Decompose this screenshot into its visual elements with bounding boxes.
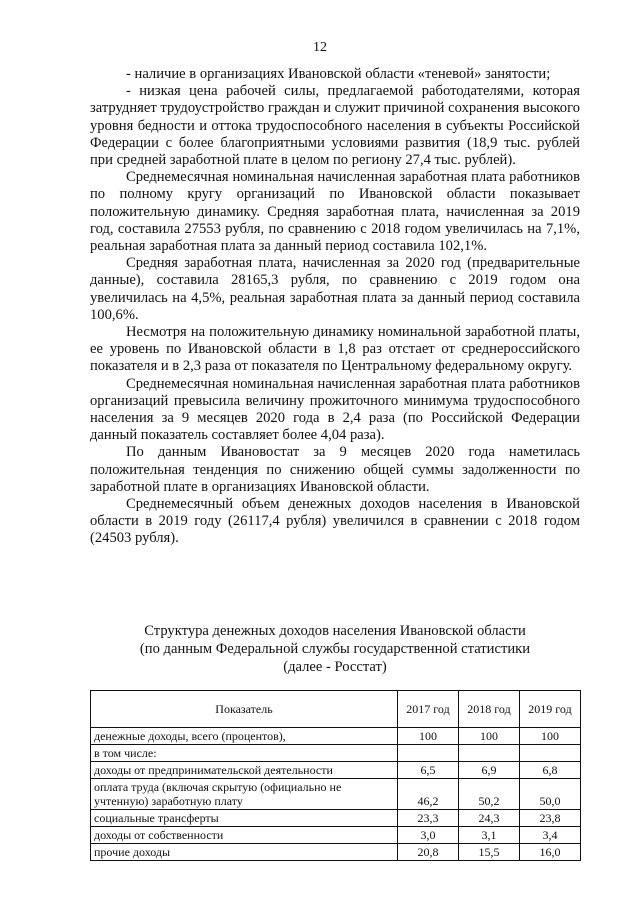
cell-2018: 6,9 xyxy=(459,762,520,779)
cell-2019: 100 xyxy=(520,728,581,745)
row-label: в том числе: xyxy=(91,745,398,762)
table-header-row xyxy=(91,691,581,728)
cell-2017: 3,0 xyxy=(398,827,459,844)
cell-2017: 6,5 xyxy=(398,762,459,779)
row-label: доходы от собственности xyxy=(91,827,398,844)
column-header: Показатель xyxy=(91,691,398,728)
table-row xyxy=(91,779,581,810)
cell-2019: 23,8 xyxy=(520,810,581,827)
cell-2019: 6,8 xyxy=(520,762,581,779)
cell-2018: 50,2 xyxy=(459,779,520,810)
paragraph: - низкая цена рабочей силы, предлагаемой работодателями, которая затрудняет трудоустройство граждан и служит причиной сохранения высокого уровня бедности и оттока трудоспособного населения в субъекты Российской Федерации с более благоприятными условиями развития (18,9 тыс. рублей при средней заработной плате в целом по региону 27,4 тыс. рублей). xyxy=(90,83,580,169)
row-label: прочие доходы xyxy=(91,844,398,861)
paragraph: - наличие в организациях Ивановской области «теневой» занятости; xyxy=(126,66,551,82)
body-text xyxy=(90,66,580,548)
table-caption xyxy=(90,622,580,676)
row-label: денежные доходы, всего (процентов), xyxy=(91,728,398,745)
cell-2018: 3,1 xyxy=(459,827,520,844)
cell-2017: 23,3 xyxy=(398,810,459,827)
column-header: 2017 год xyxy=(398,691,459,728)
cell-2018: 24,3 xyxy=(459,810,520,827)
column-header: 2018 год xyxy=(459,691,520,728)
paragraph: Среднемесячный объем денежных доходов населения в Ивановской области в 2019 году (26117,4 рубля) увеличился в сравнении с 2018 годом (24503 рубля). xyxy=(90,496,580,547)
row-label: социальные трансферты xyxy=(91,810,398,827)
cell-2017: 100 xyxy=(398,728,459,745)
cell-2018 xyxy=(459,745,520,762)
table-row xyxy=(91,844,581,861)
caption-line: (по данным Федеральной службы государственной статистики xyxy=(139,641,531,657)
table-row xyxy=(91,745,581,762)
caption-line: (далее - Росстат) xyxy=(283,659,387,675)
paragraph: По данным Ивановостат за 9 месяцев 2020 года наметилась положительная тенденция по снижению общей суммы задолженности по заработной плате в организациях Ивановской области. xyxy=(90,444,580,495)
paragraph: Средняя заработная плата, начисленная за 2020 год (предварительные данные), составила 28165,3 рубля, по сравнению с 2019 годом она увеличилась на 4,5%, реальная заработная плата за данный период составила 100,6%. xyxy=(90,255,580,323)
cell-2017: 20,8 xyxy=(398,844,459,861)
cell-2019: 3,4 xyxy=(520,827,581,844)
cell-2017 xyxy=(398,745,459,762)
page-number: 12 xyxy=(313,40,327,55)
cell-2017: 46,2 xyxy=(398,779,459,810)
income-structure-table xyxy=(90,690,581,861)
table-row xyxy=(91,762,581,779)
cell-2019: 50,0 xyxy=(520,779,581,810)
paragraph: Несмотря на положительную динамику номинальной заработной платы, ее уровень по Ивановской области в 1,8 раз отстает от среднероссийского показателя и в 2,3 раза от показателя по Центральному федеральному округу. xyxy=(90,324,580,375)
caption-line: Структура денежных доходов населения Ивановской области xyxy=(144,623,526,639)
paragraph: Среднемесячная номинальная начисленная заработная плата работников по полному кругу организаций по Ивановской области показывает положительную динамику. Средняя заработная плата, начисленная за 2019 год, составила 27553 рубля, по сравнению с 2018 годом увеличилась на 7,1%, реальная заработная плата за данный период составила 102,1%. xyxy=(90,169,580,255)
cell-2018: 100 xyxy=(459,728,520,745)
paragraph: Среднемесячная номинальная начисленная заработная плата работников организаций превысила величину прожиточного минимума трудоспособного населения за 9 месяцев 2020 года в 2,4 раза (по Российской Федерации данный показатель составляет более 4,04 раза). xyxy=(90,375,580,444)
row-label: доходы от предпринимательской деятельности xyxy=(91,762,398,779)
table-row xyxy=(91,728,581,745)
column-header: 2019 год xyxy=(520,691,581,728)
row-label: оплата труда (включая скрытую (официально не учтенную) заработную плату xyxy=(91,779,398,810)
table-row xyxy=(91,827,581,844)
cell-2018: 15,5 xyxy=(459,844,520,861)
cell-2019: 16,0 xyxy=(520,844,581,861)
cell-2019 xyxy=(520,745,581,762)
table-row xyxy=(91,810,581,827)
